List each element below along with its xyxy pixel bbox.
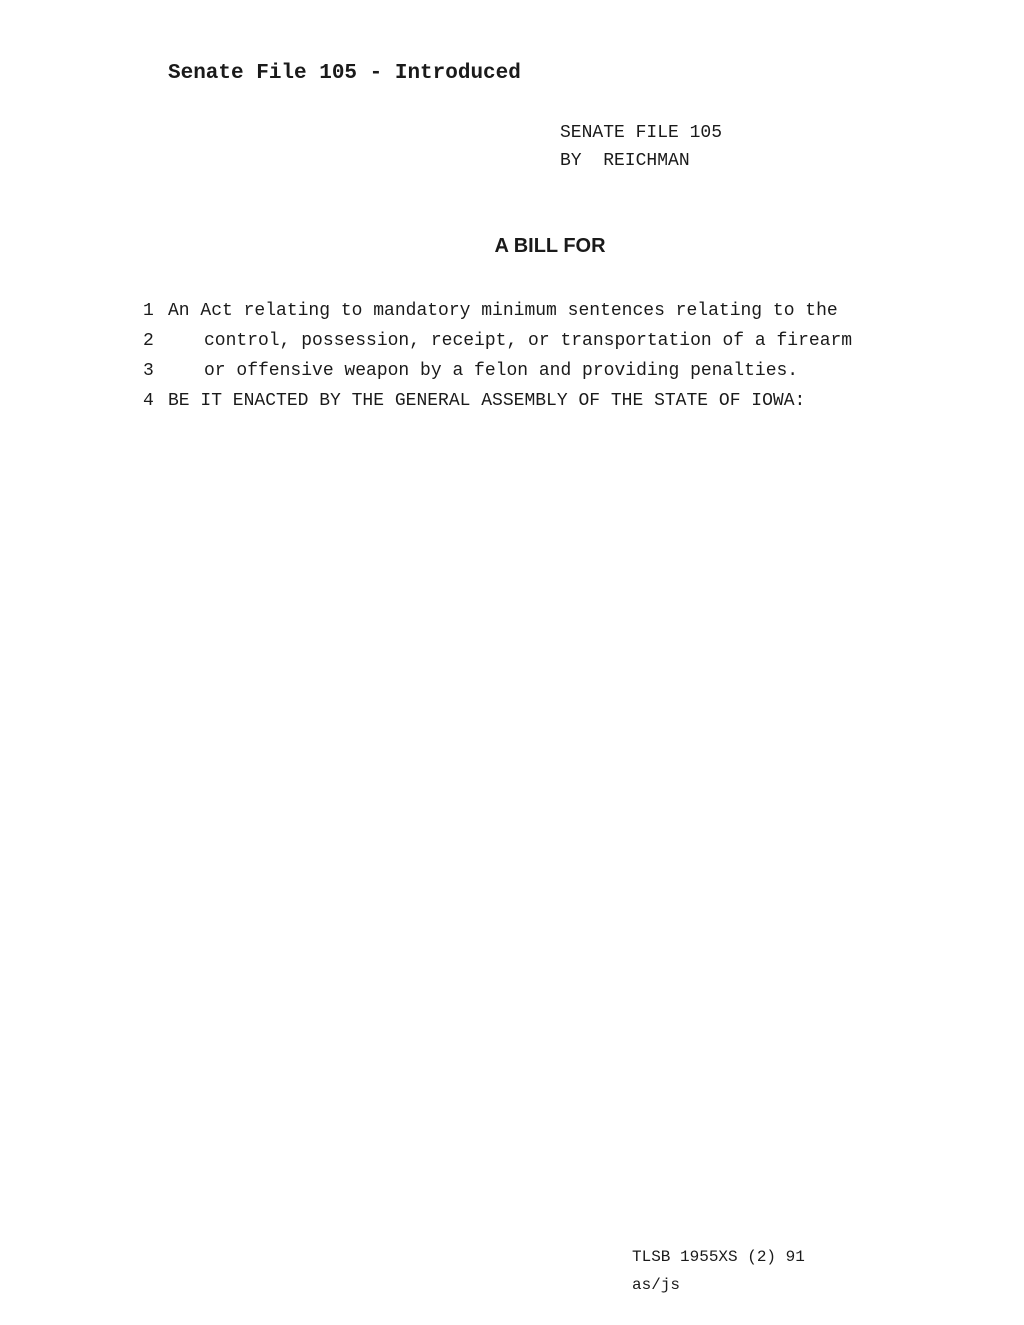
document-footer bbox=[632, 1243, 805, 1299]
line-text: An Act relating to mandatory minimum sentences relating to the bbox=[168, 301, 838, 321]
line-text: or offensive weapon by a felon and providing penalties. bbox=[204, 361, 799, 381]
tlsb-code: TLSB 1955XS (2) 91 bbox=[632, 1248, 805, 1266]
bill-line bbox=[143, 296, 852, 326]
line-number: 2 bbox=[143, 331, 154, 351]
drafter-initials: as/js bbox=[632, 1276, 681, 1294]
line-number: 3 bbox=[143, 361, 154, 381]
bill-line bbox=[143, 386, 852, 416]
line-text: BE IT ENACTED BY THE GENERAL ASSEMBLY OF THE STATE OF IOWA: bbox=[168, 391, 806, 411]
sponsor: BY REICHMAN bbox=[560, 151, 690, 171]
bill-line bbox=[143, 356, 852, 386]
page-title: Senate File 105 - Introduced bbox=[168, 62, 521, 85]
bill-text bbox=[143, 296, 852, 416]
bill-heading: A BILL FOR bbox=[494, 235, 606, 257]
bill-line bbox=[143, 326, 852, 356]
bill-identifier bbox=[560, 119, 722, 175]
senate-file-number: SENATE FILE 105 bbox=[560, 123, 723, 143]
line-number: 4 bbox=[143, 391, 154, 411]
line-number: 1 bbox=[143, 301, 154, 321]
line-text: control, possession, receipt, or transportation of a firearm bbox=[204, 331, 853, 351]
